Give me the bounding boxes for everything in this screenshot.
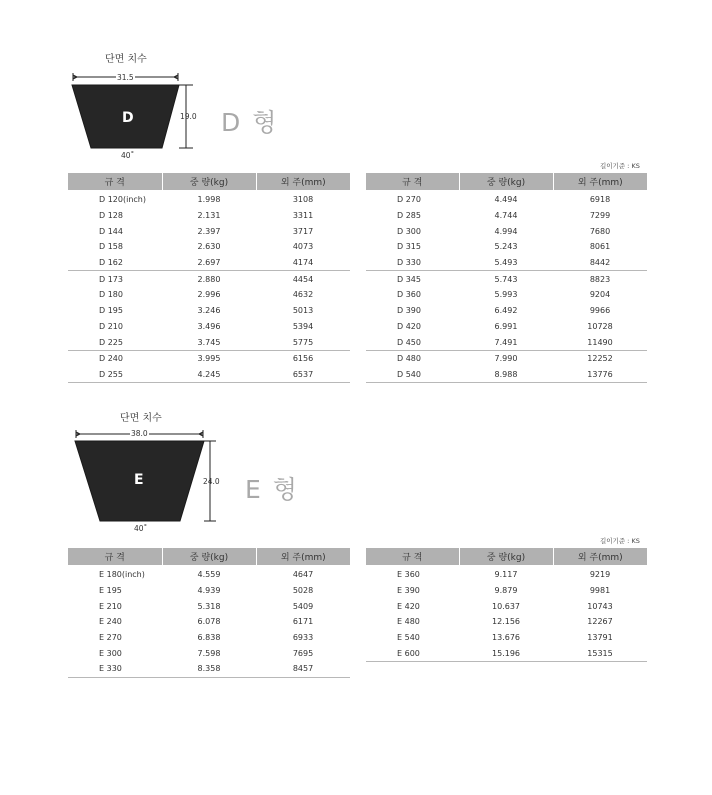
weight-cell: 13.676 bbox=[492, 633, 520, 643]
weight-cell: 10.637 bbox=[492, 601, 520, 611]
circumference-cell: 9981 bbox=[589, 586, 611, 596]
weight-cell: 12.156 bbox=[492, 617, 520, 627]
e-width-dimension: 38.0 bbox=[131, 429, 148, 438]
header-spec: 규 격 bbox=[366, 548, 459, 565]
d-spec-table-right bbox=[366, 173, 647, 383]
circumference-cell: 6933 bbox=[292, 633, 314, 643]
table-row bbox=[366, 223, 647, 239]
table-header-row bbox=[366, 173, 647, 190]
table-row bbox=[68, 598, 350, 614]
spec-cell: D 315 bbox=[397, 242, 421, 252]
table-row bbox=[366, 350, 647, 366]
circumference-cell: 8457 bbox=[256, 661, 350, 677]
weight-cell: 6.838 bbox=[197, 633, 221, 643]
weight-cell: 2.131 bbox=[197, 211, 221, 221]
circumference-cell: 9966 bbox=[589, 306, 611, 316]
table-row bbox=[68, 630, 350, 646]
d-angle-label: 40˚ bbox=[121, 151, 135, 160]
weight-cell: 2.397 bbox=[197, 226, 221, 236]
circumference-cell: 6171 bbox=[292, 617, 314, 627]
table-header-row bbox=[366, 548, 647, 565]
circumference-cell: 3717 bbox=[292, 226, 314, 236]
circumference-cell: 13776 bbox=[553, 367, 647, 383]
e-belt-letter: E bbox=[134, 472, 144, 488]
table-row bbox=[366, 598, 647, 614]
table-row bbox=[68, 208, 350, 224]
table-row bbox=[68, 350, 350, 366]
weight-cell: 3.496 bbox=[197, 321, 221, 331]
d-cross-section-label: 단면 치수 bbox=[105, 54, 147, 65]
spec-cell: D 540 bbox=[366, 367, 459, 383]
weight-cell: 3.745 bbox=[197, 337, 221, 347]
weight-cell: 4.559 bbox=[197, 570, 221, 580]
spec-cell: E 210 bbox=[99, 601, 122, 611]
circumference-cell: 4454 bbox=[256, 271, 350, 287]
circumference-cell: 12252 bbox=[553, 350, 647, 366]
spec-cell: E 390 bbox=[397, 586, 420, 596]
weight-cell: 9.879 bbox=[494, 586, 518, 596]
e-unit-note: 길이기준 : KS bbox=[600, 537, 640, 545]
weight-cell: 4.994 bbox=[494, 226, 518, 236]
d-type-title: D 형 bbox=[221, 108, 279, 137]
table-row bbox=[366, 645, 647, 661]
circumference-cell: 7299 bbox=[589, 211, 611, 221]
spec-cell: D 330 bbox=[397, 258, 421, 268]
d-width-dimension: 31.5 bbox=[117, 73, 134, 82]
table-row bbox=[68, 583, 350, 599]
weight-cell: 5.493 bbox=[494, 258, 518, 268]
header-weight: 중 량(kg) bbox=[162, 173, 256, 190]
table-row bbox=[366, 255, 647, 271]
table-row bbox=[366, 367, 647, 383]
header-circumference: 외 주(mm) bbox=[256, 548, 350, 565]
spec-cell: E 300 bbox=[99, 648, 122, 658]
table-row bbox=[68, 565, 350, 583]
table-header-row bbox=[68, 548, 350, 565]
spec-cell: D 390 bbox=[397, 306, 421, 316]
spec-cell: E 480 bbox=[397, 617, 420, 627]
weight-cell: 3.995 bbox=[162, 350, 256, 366]
spec-cell: E 330 bbox=[68, 661, 162, 677]
weight-cell: 3.246 bbox=[197, 306, 221, 316]
table-row bbox=[68, 367, 350, 383]
spec-cell: D 420 bbox=[397, 321, 421, 331]
circumference-cell: 4073 bbox=[292, 242, 314, 252]
circumference-cell: 3108 bbox=[292, 195, 314, 205]
circumference-cell: 5394 bbox=[292, 321, 314, 331]
spec-cell: D 240 bbox=[68, 350, 162, 366]
table-row bbox=[366, 630, 647, 646]
table-row bbox=[68, 645, 350, 661]
circumference-cell: 9219 bbox=[589, 570, 611, 580]
spec-cell: E 360 bbox=[397, 570, 420, 580]
e-angle-label: 40˚ bbox=[134, 524, 148, 533]
weight-cell: 7.491 bbox=[494, 337, 518, 347]
table-row bbox=[68, 287, 350, 303]
table-row bbox=[366, 334, 647, 350]
e-cross-section-label: 단면 치수 bbox=[120, 413, 162, 424]
circumference-cell: 12267 bbox=[587, 617, 613, 627]
circumference-cell: 4174 bbox=[292, 258, 314, 268]
e-belt-cross-section-diagram bbox=[70, 426, 220, 526]
weight-cell: 2.630 bbox=[197, 242, 221, 252]
weight-cell: 2.880 bbox=[162, 271, 256, 287]
spec-cell: D 180 bbox=[99, 290, 123, 300]
table-row bbox=[68, 223, 350, 239]
spec-cell: D 210 bbox=[99, 321, 123, 331]
weight-cell: 7.990 bbox=[459, 350, 553, 366]
spec-cell: D 255 bbox=[68, 367, 162, 383]
weight-cell: 5.243 bbox=[494, 242, 518, 252]
weight-cell: 8.988 bbox=[459, 367, 553, 383]
weight-cell: 4.939 bbox=[197, 586, 221, 596]
spec-cell: D 225 bbox=[99, 337, 123, 347]
header-spec: 규 격 bbox=[68, 173, 162, 190]
table-row bbox=[68, 614, 350, 630]
circumference-cell: 6156 bbox=[256, 350, 350, 366]
circumference-cell: 13791 bbox=[587, 633, 613, 643]
circumference-cell: 15315 bbox=[553, 645, 647, 661]
table-row bbox=[68, 239, 350, 255]
spec-cell: D 120(inch) bbox=[99, 195, 146, 205]
weight-cell: 1.998 bbox=[197, 195, 221, 205]
weight-cell: 5.318 bbox=[197, 601, 221, 611]
spec-cell: D 270 bbox=[397, 195, 421, 205]
table-row bbox=[366, 614, 647, 630]
header-weight: 중 량(kg) bbox=[459, 173, 553, 190]
table-row bbox=[68, 661, 350, 677]
circumference-cell: 6918 bbox=[589, 195, 611, 205]
spec-cell: D 300 bbox=[397, 226, 421, 236]
circumference-cell: 10728 bbox=[587, 321, 613, 331]
circumference-cell: 4632 bbox=[292, 290, 314, 300]
table-row bbox=[366, 190, 647, 208]
weight-cell: 4.744 bbox=[494, 211, 518, 221]
table-row bbox=[366, 583, 647, 599]
header-circumference: 외 주(mm) bbox=[256, 173, 350, 190]
table-row bbox=[366, 239, 647, 255]
table-row bbox=[366, 303, 647, 319]
table-row bbox=[366, 287, 647, 303]
d-spec-table-left bbox=[68, 173, 350, 383]
e-spec-table-right bbox=[366, 548, 647, 662]
circumference-cell: 8061 bbox=[589, 242, 611, 252]
circumference-cell: 10743 bbox=[587, 601, 613, 611]
circumference-cell: 5028 bbox=[292, 586, 314, 596]
header-spec: 규 격 bbox=[366, 173, 459, 190]
spec-cell: D 173 bbox=[68, 271, 162, 287]
spec-cell: D 450 bbox=[397, 337, 421, 347]
spec-cell: D 158 bbox=[99, 242, 123, 252]
header-circumference: 외 주(mm) bbox=[553, 548, 647, 565]
weight-cell: 5.993 bbox=[494, 290, 518, 300]
weight-cell: 8.358 bbox=[162, 661, 256, 677]
spec-cell: E 180(inch) bbox=[99, 570, 145, 580]
table-row bbox=[366, 271, 647, 287]
circumference-cell: 6537 bbox=[256, 367, 350, 383]
weight-cell: 6.991 bbox=[494, 321, 518, 331]
table-row bbox=[68, 319, 350, 335]
weight-cell: 6.078 bbox=[197, 617, 221, 627]
weight-cell: 4.494 bbox=[494, 195, 518, 205]
circumference-cell: 9204 bbox=[589, 290, 611, 300]
spec-cell: E 195 bbox=[99, 586, 122, 596]
table-row bbox=[68, 271, 350, 287]
table-row bbox=[68, 255, 350, 271]
circumference-cell: 8442 bbox=[589, 258, 611, 268]
table-row bbox=[68, 303, 350, 319]
table-row bbox=[68, 334, 350, 350]
header-circumference: 외 주(mm) bbox=[553, 173, 647, 190]
d-belt-letter: D bbox=[122, 110, 134, 126]
circumference-cell: 11490 bbox=[587, 337, 613, 347]
circumference-cell: 4647 bbox=[292, 570, 314, 580]
table-row bbox=[68, 190, 350, 208]
spec-cell: D 144 bbox=[99, 226, 123, 236]
circumference-cell: 3311 bbox=[292, 211, 314, 221]
e-spec-table-left bbox=[68, 548, 350, 678]
circumference-cell: 5409 bbox=[292, 601, 314, 611]
spec-cell: E 240 bbox=[99, 617, 122, 627]
d-unit-note: 길이기준 : KS bbox=[600, 162, 640, 170]
weight-cell: 9.117 bbox=[494, 570, 518, 580]
spec-cell: E 600 bbox=[366, 645, 459, 661]
spec-cell: D 360 bbox=[397, 290, 421, 300]
header-weight: 중 량(kg) bbox=[459, 548, 553, 565]
spec-cell: D 480 bbox=[366, 350, 459, 366]
circumference-cell: 7680 bbox=[589, 226, 611, 236]
spec-cell: E 420 bbox=[397, 601, 420, 611]
circumference-cell: 7695 bbox=[292, 648, 314, 658]
weight-cell: 7.598 bbox=[197, 648, 221, 658]
d-height-dimension: 19.0 bbox=[180, 112, 197, 121]
table-row bbox=[366, 565, 647, 583]
table-header-row bbox=[68, 173, 350, 190]
weight-cell: 4.245 bbox=[162, 367, 256, 383]
weight-cell: 5.743 bbox=[459, 271, 553, 287]
header-spec: 규 격 bbox=[68, 548, 162, 565]
header-weight: 중 량(kg) bbox=[162, 548, 256, 565]
spec-cell: D 195 bbox=[99, 306, 123, 316]
spec-cell: D 162 bbox=[99, 258, 123, 268]
spec-cell: D 128 bbox=[99, 211, 123, 221]
e-height-dimension: 24.0 bbox=[203, 477, 220, 486]
circumference-cell: 8823 bbox=[553, 271, 647, 287]
spec-cell: E 270 bbox=[99, 633, 122, 643]
weight-cell: 15.196 bbox=[459, 645, 553, 661]
weight-cell: 2.996 bbox=[197, 290, 221, 300]
circumference-cell: 5775 bbox=[292, 337, 314, 347]
table-row bbox=[366, 208, 647, 224]
weight-cell: 2.697 bbox=[197, 258, 221, 268]
spec-cell: E 540 bbox=[397, 633, 420, 643]
spec-cell: D 285 bbox=[397, 211, 421, 221]
e-type-title: E 형 bbox=[245, 475, 299, 504]
weight-cell: 6.492 bbox=[494, 306, 518, 316]
table-row bbox=[366, 319, 647, 335]
spec-cell: D 345 bbox=[366, 271, 459, 287]
circumference-cell: 5013 bbox=[292, 306, 314, 316]
